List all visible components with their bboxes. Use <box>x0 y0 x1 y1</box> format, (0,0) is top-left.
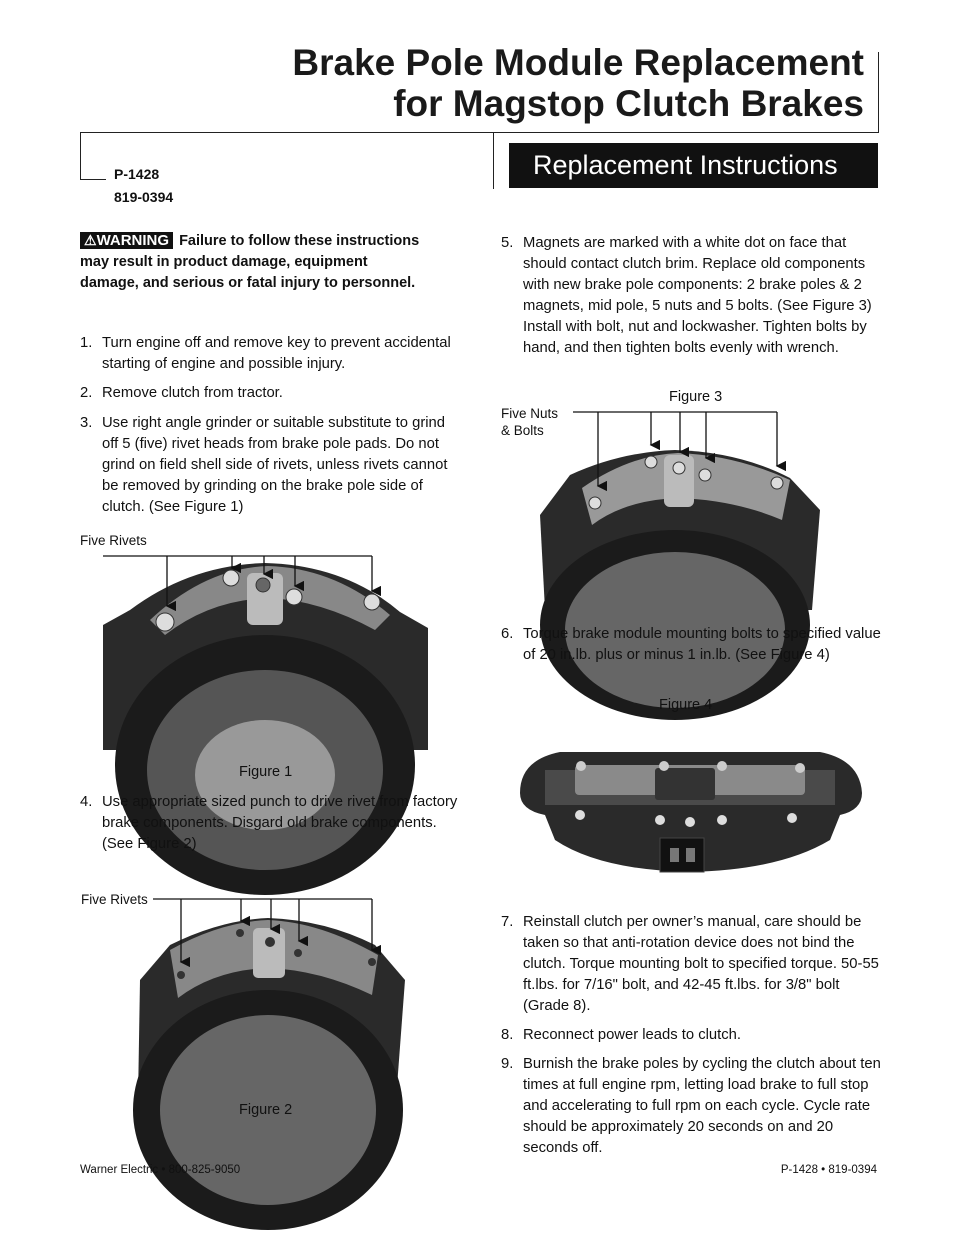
connector-plug <box>660 838 704 872</box>
figure-4-caption: Figure 4 <box>659 697 713 713</box>
step-9 <box>501 1054 881 1159</box>
step-text: Use right angle grinder or suitable substitute to grind off 5 (five) rivet heads from brake pole pads. Do not grind on field shell side of rivets, unless rivets cannot be removed by grinding on the brake pole side of clutch. (See Figure 1) <box>102 415 448 515</box>
step-7 <box>501 912 881 1017</box>
figure-1-caption: Figure 1 <box>239 764 293 780</box>
step-number: 5. <box>501 235 514 251</box>
warning-tag-label: WARNING <box>96 232 170 249</box>
part-number-2: 819-0394 <box>114 189 174 205</box>
step-number: 4. <box>80 794 93 810</box>
step-text: Burnish the brake poles by cycling the clutch about ten times at full engine rpm, letting load brake to full stop and accelerating to full rpm on each cycle. Cycle rate should be approximately 20 seconds on and 20 seconds off. <box>523 1056 881 1156</box>
step-text: Reconnect power leads to clutch. <box>523 1027 741 1043</box>
step-text: Torque brake module mounting bolts to specified value of 20 in.lb. plus or minus 1 in.lb. (See Figure 4) <box>523 626 881 663</box>
bolt-head <box>659 761 669 771</box>
title-line-2: for Magstop Clutch Brakes <box>393 83 864 124</box>
warning-triangle-icon: ⚠ <box>84 232 97 248</box>
figure-3-caption: Figure 3 <box>669 389 723 405</box>
step-text: Turn engine off and remove key to prevent accidental starting of engine and possible injury. <box>102 335 451 372</box>
part-number-1: P-1428 <box>114 166 160 182</box>
step-number: 2. <box>80 385 93 401</box>
connector-pin <box>670 848 679 862</box>
figure-3-label-line-1: Five Nuts <box>501 406 559 421</box>
nut <box>685 817 695 827</box>
step-text: Magnets are marked with a white dot on face that should contact clutch brim. Replace old components with new brake pole components: 2 brake poles & 2 magnets, mid pole, 5 nuts and 5 bolts. (See Figure 3) Install with bolt, nut and lockwasher. Tighten bolts by hand, and then tighten bolts evenly with wrench. <box>523 235 872 356</box>
title-line-1: Brake Pole Module Replacement <box>292 42 864 83</box>
step-text: Reinstall clutch per owner’s manual, care should be taken so that anti-rotation device does not bind the clutch. Torque mounting bolt to specified torque. 50-55 ft.lbs. for 7/16" bolt, and 42-45 ft.lbs. for 3/8" bolt (Grade 8). <box>523 914 879 1014</box>
step-8 <box>501 1025 881 1046</box>
warning-text: Failure to follow these instructions may result in product damage, equipment damage, and serious or fatal injury to personnel. <box>80 233 420 291</box>
bolt-head <box>717 761 727 771</box>
step-text: Remove clutch from tractor. <box>102 385 283 401</box>
step-number: 8. <box>501 1027 514 1043</box>
footer-left: Warner Electric • 800-825-9050 <box>80 1164 241 1176</box>
figure-2-label: Five Rivets <box>81 892 148 907</box>
nut <box>717 815 727 825</box>
step-number: 3. <box>80 415 93 431</box>
step-number: 9. <box>501 1056 514 1072</box>
nut <box>655 815 665 825</box>
step-number: 1. <box>80 335 93 351</box>
step-number: 7. <box>501 914 514 930</box>
step-number: 6. <box>501 626 514 642</box>
connector-pin <box>686 848 695 862</box>
footer-right: P-1428 • 819-0394 <box>780 1164 877 1176</box>
nut <box>787 813 797 823</box>
mid-pole <box>655 768 715 800</box>
figure-2-caption: Figure 2 <box>239 1102 293 1118</box>
nut <box>575 810 585 820</box>
step-text: Use appropriate sized punch to drive rivet from factory brake components. Disgard old brake components. (See Figure 2) <box>102 794 458 852</box>
bolt-head <box>576 761 586 771</box>
section-banner: Replacement Instructions <box>509 143 878 188</box>
figure-3-label-line-2: & Bolts <box>501 423 544 438</box>
figure-1-label: Five Rivets <box>80 533 147 548</box>
bolt-head <box>795 763 805 773</box>
